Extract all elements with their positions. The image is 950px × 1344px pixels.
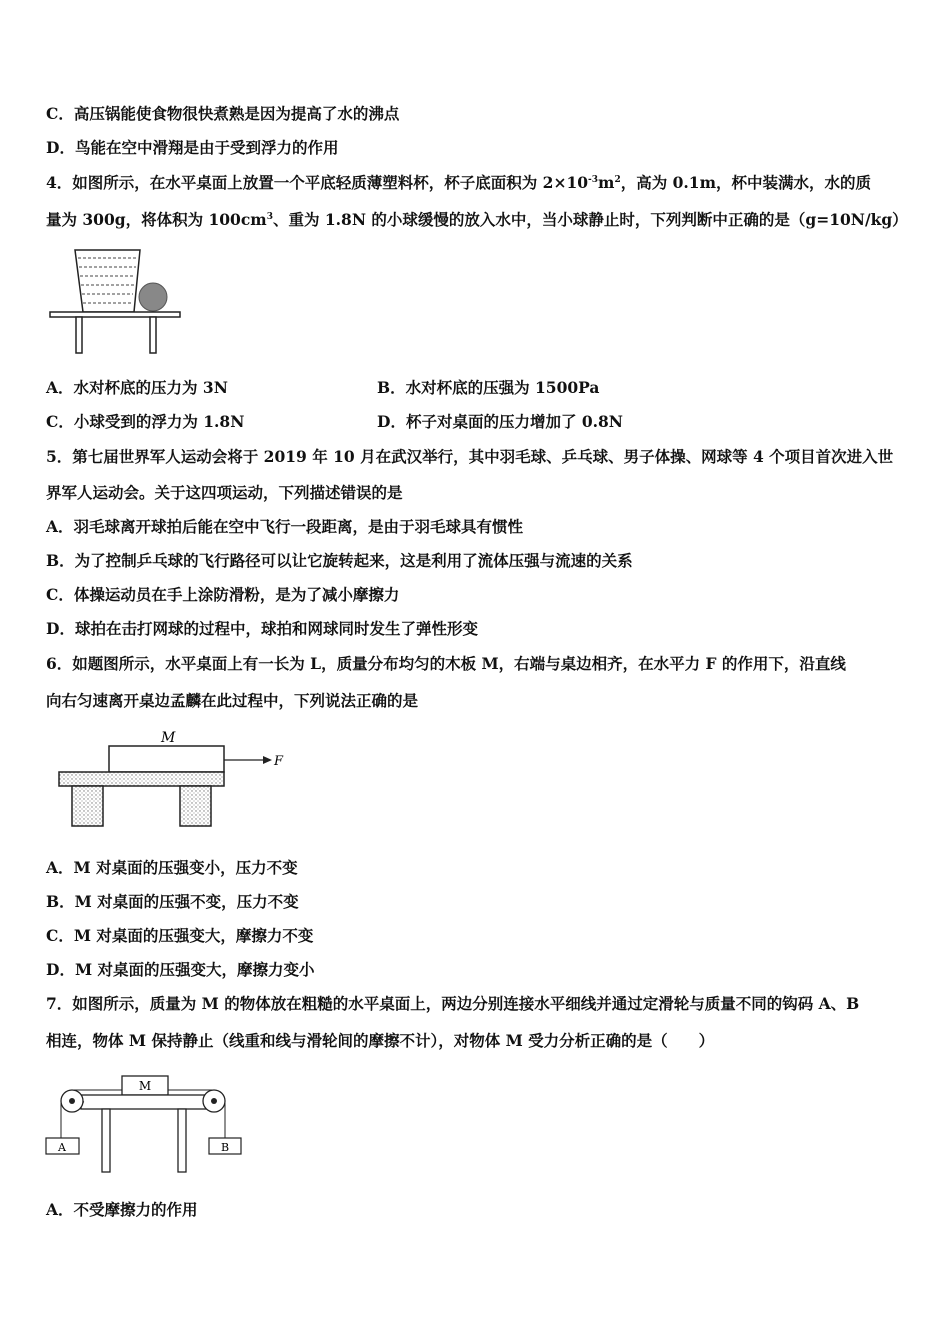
q6-figure-label-m: M [161, 730, 176, 746]
q5-stem-line1: 5．第七届世界军人运动会将于 2019 年 10 月在武汉举行，其中羽毛球、乒乓球、男子体操、网球等 4 个项目首次进入世 [46, 447, 894, 466]
ball-icon [139, 283, 167, 311]
q6-option-a: A．M 对桌面的压强变小，压力不变 [46, 858, 298, 877]
q4-option-c: C．小球受到的浮力为 1.8N [46, 412, 245, 431]
q6-option-d: D．M 对桌面的压强变大，摩擦力变小 [46, 960, 315, 979]
q7-figure-label-b: B [220, 1141, 230, 1154]
q5-option-c: C．体操运动员在手上涂防滑粉，是为了减小摩擦力 [46, 585, 400, 604]
q6-stem-line2: 向右匀速离开桌边孟麟在此过程中，下列说法正确的是 [46, 691, 419, 710]
arrow-icon [263, 756, 272, 764]
q5-stem-line2: 界军人运动会。关于这四项运动，下列描述错误的是 [46, 483, 403, 502]
prev-option-c: C．高压锅能使食物很快煮熟是因为提高了水的沸点 [46, 104, 400, 123]
q4-option-b: B．水对杯底的压强为 1500Pa [377, 378, 600, 397]
q4-option-d: D．杯子对桌面的压力增加了 0.8N [377, 412, 623, 431]
q6-stem-line1: 6．如题图所示，水平桌面上有一长为 L，质量分布均匀的木板 M，右端与桌边相齐，在水平力 F 的作用下，沿直线 [46, 654, 846, 673]
q4-stem-line1: 4．如图所示，在水平桌面上放置一个平底轻质薄塑料杯，杯子底面积为 $2\times 10^{-3}m^2$，高为 0.1m，杯中装满水，水的质 [46, 173, 871, 192]
board-m [109, 746, 224, 772]
q7-figure-label-a: A [58, 1141, 66, 1154]
q7-option-a: A．不受摩擦力的作用 [46, 1200, 198, 1219]
q4-option-a: A．水对杯底的压力为 3N [46, 378, 228, 397]
q7-figure-pulley-system [44, 1072, 246, 1176]
q4-stem-line2: 量为 300g，将体积为 $100cm^3$、重为 1.8N 的小球缓慢的放入水中，当小球静止时，下列判断中正确的是（g=10N/kg） [46, 210, 908, 229]
q6-option-c: C．M 对桌面的压强变大，摩擦力不变 [46, 926, 314, 945]
q7-figure-label-m: M [138, 1079, 152, 1093]
q6-figure-board-table [55, 726, 295, 830]
q5-option-b: B．为了控制乒乓球的飞行路径可以让它旋转起来，这是利用了流体压强与流速的关系 [46, 551, 633, 570]
prev-option-d: D．鸟能在空中滑翔是由于受到浮力的作用 [46, 138, 339, 157]
q7-stem-line2: 相连，物体 M 保持静止（线重和线与滑轮间的摩擦不计），对物体 M 受力分析正确的是（ ） [46, 1031, 715, 1050]
q5-option-a: A．羽毛球离开球拍后能在空中飞行一段距离，是由于羽毛球具有惯性 [46, 517, 524, 536]
q4-figure-cup-ball [48, 246, 184, 358]
q6-figure-label-f: F [274, 754, 284, 769]
q6-option-b: B．M 对桌面的压强不变，压力不变 [46, 892, 299, 911]
q5-option-d: D．球拍在击打网球的过程中，球拍和网球同时发生了弹性形变 [46, 619, 478, 638]
q7-stem-line1: 7．如图所示，质量为 M 的物体放在粗糙的水平桌面上，两边分别连接水平细线并通过定滑轮与质量不同的钩码 A、B [46, 994, 860, 1013]
